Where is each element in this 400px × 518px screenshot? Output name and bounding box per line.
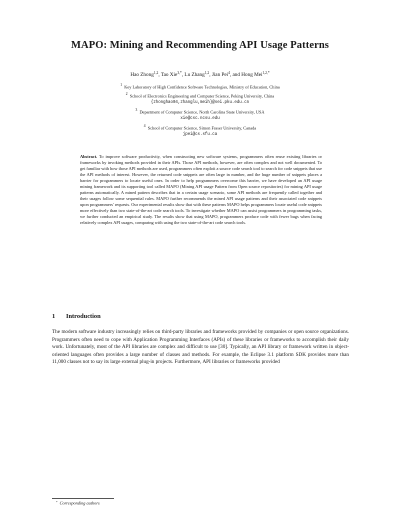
- author-name: Jian Pei: [211, 72, 229, 78]
- affiliation-line: [0, 123, 400, 132]
- affiliation-list: [0, 82, 400, 139]
- author-name: Hong Mei: [241, 72, 263, 78]
- affiliation-line: [0, 82, 400, 91]
- affiliation-mark: 1: [120, 83, 123, 87]
- affiliation-line: [0, 91, 400, 100]
- affiliation-mark: 4: [143, 123, 146, 128]
- author-separator: ,: [209, 72, 212, 78]
- affiliation-email-line: [0, 99, 400, 106]
- affiliation-email: xie@csc.ncsu.edu: [180, 117, 220, 122]
- author-name: Tao Xie: [160, 72, 178, 78]
- affiliation-email-line: [0, 131, 400, 138]
- section-title: Introduction: [66, 313, 101, 320]
- affiliation-email-line: [0, 115, 400, 122]
- author-separator: ,: [181, 72, 185, 78]
- abstract: [80, 154, 322, 226]
- author-separator: , and: [229, 72, 242, 78]
- affiliation-text: School of Electronics Engineering and Computer Science, Peking University, China: [129, 93, 275, 99]
- author-affiliation-mark: 1,2: [204, 71, 210, 75]
- abstract-label: Abstract.: [80, 154, 98, 159]
- paper-title: MAPO: Mining and Recommending API Usage Patterns: [71, 40, 329, 51]
- affiliation-text: Department of Computer Science, North Carolina State University, USA: [139, 109, 265, 115]
- body-text: The modern software industry increasingly relies on third-party libraries and frameworks provided by companies or open source organizations. Programmers often need to cope with Application Programming Interfaces (APIs) of these libraries or frameworks to accomplish their daily work. Unfortunately, most of the API libraries are complex and difficult to use [30]. Typically, an API library or framework written in object-oriented languages often provides a large number of classes and methods. For example, the Eclipse 3.1 platform SDK provides more than 11,000 classes not to say its large external plug-in projects. Furthermore, API libraries or frameworks provided: [52, 329, 349, 365]
- section-heading: [52, 313, 101, 320]
- author-affiliation-mark: 1,2,*: [262, 71, 270, 75]
- affiliation-email: {zhonghao04,zhanglu,meih}@sei.pku.edu.cn: [150, 101, 250, 106]
- author-affiliation-mark: 1,2: [153, 71, 159, 75]
- affiliation-text: Key Laboratory of High Confidence Software Technologies, Ministry of Education, China: [124, 84, 280, 90]
- footnote-rule: [52, 498, 114, 499]
- affiliation-line: [0, 107, 400, 116]
- section-number: 1: [52, 313, 56, 320]
- affiliation-email: jpei@cs.sfu.ca: [182, 133, 218, 138]
- author-separator: ,: [158, 72, 161, 78]
- footnote-text: Corresponding authors: [59, 500, 100, 506]
- affiliation-mark: 2: [125, 91, 128, 96]
- author-name: Hao Zhong: [130, 72, 154, 78]
- abstract-text: To improve software productivity, when constructing new software systems, programmers often reuse existing libraries or frameworks by invoking methods provided in their APIs. Those API methods, however, are often complex and not well documented. To get familiar with how those API methods are used, programmers often exploit a source code search tool to search for code snippets that use the API methods of interest. However, the returned code snippets are often large in number, and the huge number of snippets places a barrier for programmers to locate useful ones. In order to help programmers overcome this barrier, we have developed an API usage mining framework and its supporting tool called MAPO (Mining API usage Pattern from Open source repositories) for mining API usage patterns automatically. A mined pattern describes that in a certain usage scenario, some API methods are frequently called together and their usages follow some sequential rules. MAPO further recommends the mined API usage patterns and their associated code snippets upon programmers' requests. Our experimental results show that with these patterns MAPO helps programmers locate useful code snippets more effectively than two state-of-the-art code search tools. To investigate whether MAPO can assist programmers in programming tasks, we further conducted an empirical study. The results show that using MAPO, programmers produce code with fewer bugs when facing relatively complex API usages, comparing with using the two state-of-the-art code search tools.: [80, 154, 322, 225]
- affiliation-mark: 3: [135, 107, 138, 112]
- footnote: [56, 500, 100, 506]
- author-affiliation-mark: 3,*: [177, 71, 182, 75]
- author-affiliation-mark: 4: [228, 71, 230, 75]
- author-name: Lu Zhang: [184, 72, 205, 78]
- author-list: [0, 71, 400, 78]
- affiliation-text: School of Computer Science, Simon Fraser University, Canada: [147, 125, 257, 131]
- footnote-mark: *: [56, 500, 58, 504]
